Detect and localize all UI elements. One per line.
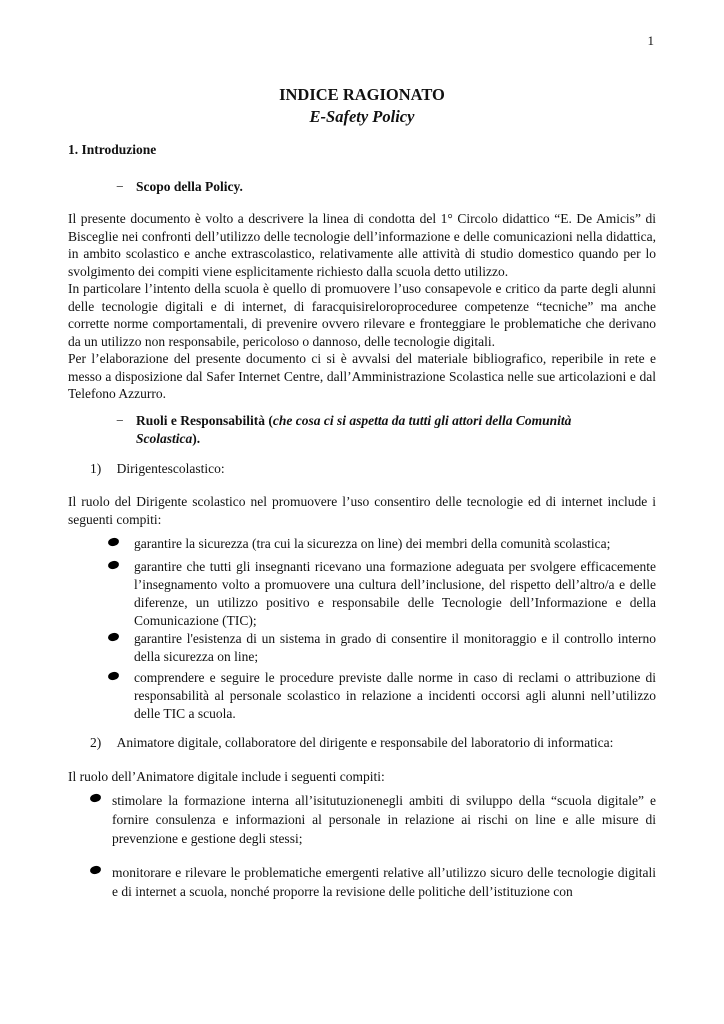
bullet-text: garantire l'esistenza di un sistema in grado di consentire il monitoraggio e il controllo interno della sicurezza on line; xyxy=(134,631,656,664)
page-number: 1 xyxy=(647,33,654,48)
document-subtitle: E-Safety Policy xyxy=(309,107,415,126)
item-label: Animatore digitale, collaboratore del dirigente e responsabile del laboratorio di informatica: xyxy=(116,735,614,750)
animatore-intro: Il ruolo dell’Animatore digitale include i seguenti compiti: xyxy=(68,769,385,784)
bullet-item xyxy=(108,630,656,666)
ruoli-heading-bold: Ruoli e Responsabilità ( xyxy=(136,413,273,428)
intro-paragraph: Per l’elaborazione del presente documento ci si è avvalsi del materiale bibliografico, reperibile in rete e messo a disposizione dal Safer Internet Centre, dall’Amministrazione Scolastica nelle sue articolazioni e dal Telefono Azzurro. xyxy=(68,351,656,401)
bullet-dot-icon xyxy=(89,865,101,875)
bullet-dot-icon xyxy=(107,632,119,642)
ruoli-heading-italic: che cosa ci si aspetta da tutti gli attori della Comunità Scolastica xyxy=(136,413,572,446)
item-label: Dirigentescolastico: xyxy=(116,461,225,476)
dash-marker: − xyxy=(116,179,124,194)
intro-text xyxy=(68,210,656,403)
document-title: INDICE RAGIONATO xyxy=(279,85,445,104)
dash-marker: − xyxy=(116,413,124,428)
bullet-item xyxy=(90,791,656,848)
bullet-item xyxy=(108,669,656,723)
item-1 xyxy=(90,461,225,477)
bullet-text: garantire la sicurezza (tra cui la sicurezza on line) dei membri della comunità scolastica; xyxy=(134,536,611,551)
bullet-text: garantire che tutti gli insegnanti ricevano una formazione adeguata per svolgere efficacemente l’insegnamento volto a promuovere una cultura dell’inclusione, del rispetto dell’altro/a e delle diferenze, un utilizzo positivo e responsabile delle Tecnologie dell’Informazione e della Comunicazione (TIC); xyxy=(134,559,656,628)
dirigente-intro: Il ruolo del Dirigente scolastico nel promuovere l’uso consentiro delle tecnologie ed di internet include i seguenti compiti: xyxy=(68,494,656,527)
bullet-item xyxy=(108,558,656,630)
item-number: 1) xyxy=(90,461,102,476)
bullet-dot-icon xyxy=(107,671,119,681)
bullet-text: stimolare la formazione interna all’isitutuzionenegli ambiti di sviluppo della “scuola digitale” e fornire consulenza e informazioni al personale in relazione ai rischi on line e alle misure di prevenzione e gestione degli stessi; xyxy=(112,793,656,846)
bullet-text: monitorare e rilevare le problematiche emergenti relative all’utilizzo sicuro delle tecnologie digitali e di internet a scuola, nonché proporre la revisione delle politiche dell’istituzione con xyxy=(112,865,656,899)
bullet-item xyxy=(108,535,656,553)
ruoli-heading-text xyxy=(136,412,636,448)
bullet-dot-icon xyxy=(107,537,119,547)
bullet-item xyxy=(90,863,656,901)
item-2 xyxy=(90,735,613,751)
intro-paragraph: In particolare l’intento della scuola è quello di promuovere l’uso consapevole e critico da parte degli alunni delle tecnologie digitali e di internet, di faracquisireloroproceduree competenze “tecniche” ma anche corrette norme comportamentali, di prevenire ovvero rilevare e fronteggiare le problematiche che derivano da un utilizzo non responsabile, pericoloso o dannoso, delle tecnologie digitali. xyxy=(68,281,656,349)
bullet-dot-icon xyxy=(107,560,119,570)
item-number: 2) xyxy=(90,735,102,750)
ruoli-heading-end: ). xyxy=(192,431,201,446)
section-heading: 1. Introduzione xyxy=(68,142,157,157)
bullet-text: comprendere e seguire le procedure previste dalle norme in caso di reclami o attribuzione di responsabilità al personale scolastico in relazione a incidenti occorsi agli alunni nell’utilizzo delle TIC a scuola. xyxy=(134,670,656,721)
intro-paragraph: Il presente documento è volto a descrivere la linea di condotta del 1° Circolo didattico “E. De Amicis” di Bisceglie nei confronti dell’utilizzo delle tecnologie dell’informazione e delle comunicazioni nella didattica, in ambito scolastico e anche extrascolastico, relativamente alle attività di studio domestico quando per lo svolgimento dei compiti viene esplicitamente richiesto dalla scuola detto utilizzo. xyxy=(68,211,656,279)
scopo-heading-text: Scopo della Policy. xyxy=(136,179,243,194)
bullet-dot-icon xyxy=(89,793,101,803)
